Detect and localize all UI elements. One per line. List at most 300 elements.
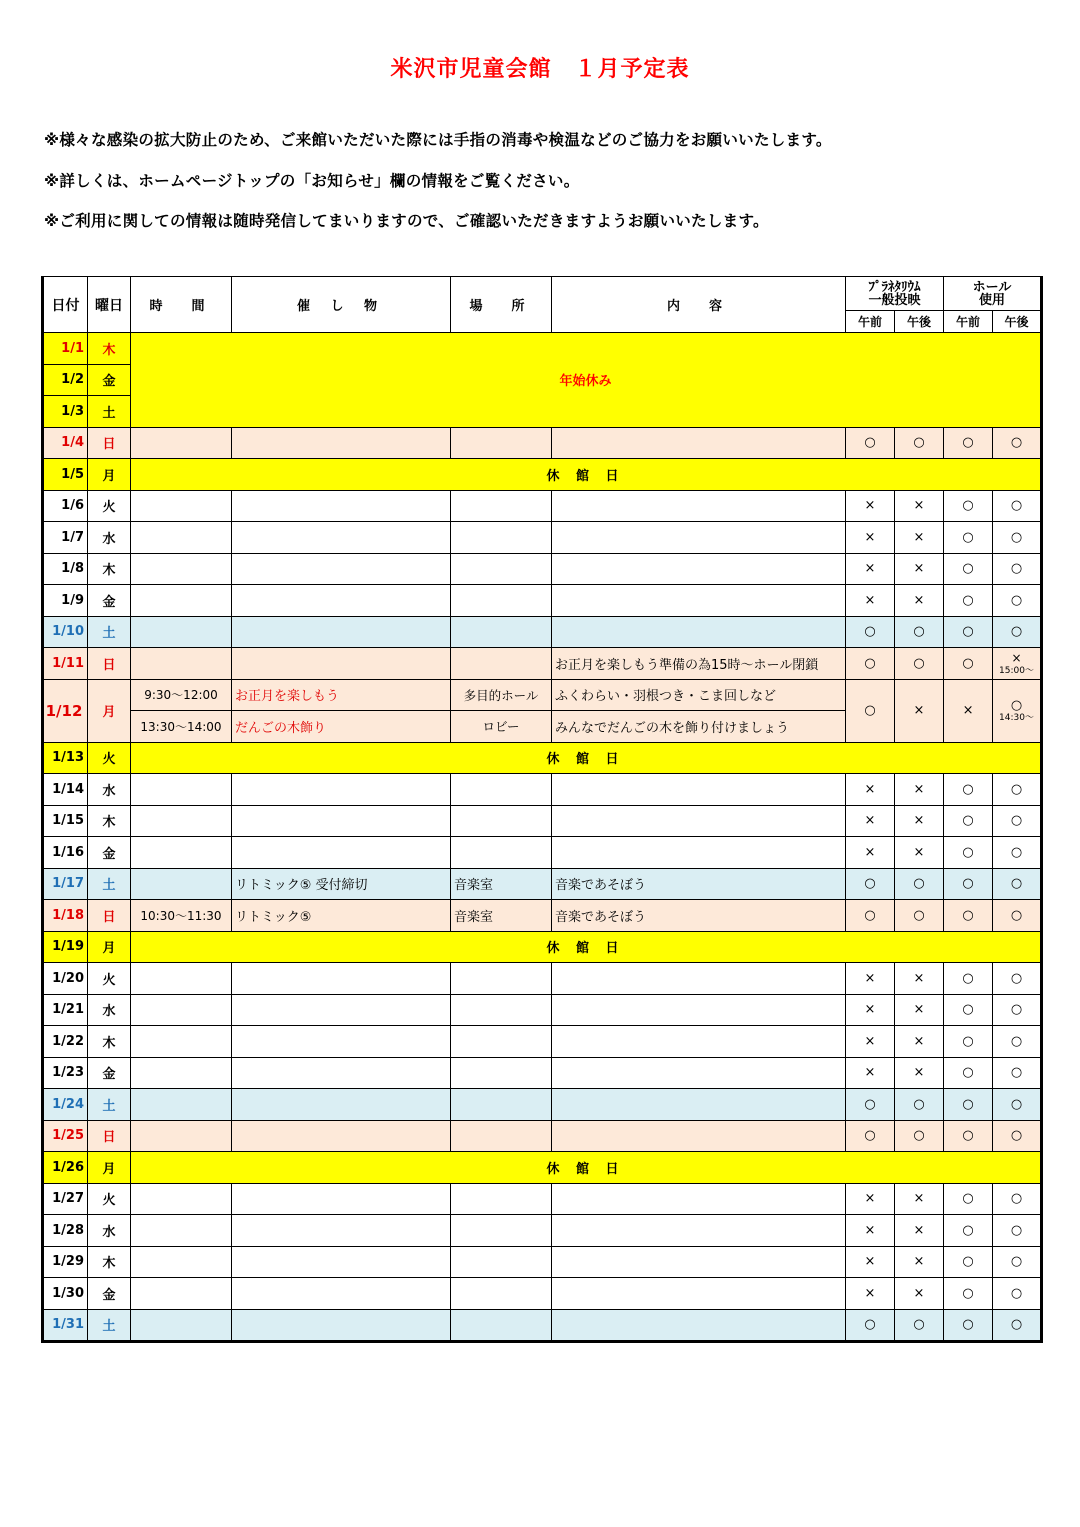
date-cell: 1/29 [43,1246,88,1278]
hall-pm-status [993,1278,1042,1310]
hall-pm-status [993,679,1042,742]
event-cell [232,994,451,1026]
table-row [43,585,1042,617]
status-mark: × [864,813,876,829]
notice-line: ※ご利用に関しての情報は随時発信してまいりますので、ご確認いただきますようお願いいたします。 [44,212,769,230]
planetarium-pm-status [895,1183,944,1215]
planetarium-am-status [846,1183,895,1215]
hall-pm-status [993,490,1042,522]
time-cell: 10:30～11:30 [131,900,232,932]
planetarium-pm-status [895,1120,944,1152]
time-cell [131,585,232,617]
date-cell: 1/25 [43,1120,88,1152]
weekday-cell: 土 [88,396,131,428]
weekday-cell: 土 [88,1309,131,1342]
date-cell: 1/3 [43,396,88,428]
event-cell [232,1278,451,1310]
weekday-cell: 水 [88,522,131,554]
event-cell [232,1183,451,1215]
status-mark: × [864,1254,876,1270]
hall-am-status [944,1120,993,1152]
hall-pm-status [993,1246,1042,1278]
event-cell [232,648,451,680]
status-mark: ○ [864,907,876,923]
status-mark: ○ [1010,1065,1023,1081]
date-cell: 1/10 [43,616,88,648]
planetarium-am-status [846,963,895,995]
status-mark: ○ [962,1254,974,1270]
place-cell [451,1278,552,1310]
content-cell [552,1089,846,1121]
planetarium-pm-status [895,774,944,806]
status-mark: ○ [1010,498,1023,514]
status-mark: ○ [864,1317,876,1333]
header-date: 日付 [43,277,88,333]
status-mark: × [864,1191,876,1207]
status-mark: × [913,1222,925,1238]
hall-pm-status [993,994,1042,1026]
planetarium-pm-status [895,1309,944,1342]
hall-am-status [944,1246,993,1278]
hall-pm-status [993,774,1042,806]
table-row [43,1309,1042,1342]
status-mark: ○ [1010,1317,1023,1333]
status-mark: × [913,1002,925,1018]
header-hall-line2: 使用 [979,292,1006,308]
event-cell [232,837,451,869]
content-cell [552,1026,846,1058]
closed-day-banner: 休 館 日 [131,931,1042,963]
date-cell: 1/16 [43,837,88,869]
planetarium-pm-status [895,1057,944,1089]
time-cell [131,522,232,554]
time-cell [131,553,232,585]
status-mark: ○ [1010,698,1023,713]
planetarium-pm-status [895,868,944,900]
table-row [43,427,1042,459]
header-dow: 曜日 [88,277,131,333]
weekday-cell: 土 [88,868,131,900]
status-mark: ○ [1010,1128,1023,1144]
notice-line: ※様々な感染の拡大防止のため、ご来館いただいた際には手指の消毒や検温などのご協力をお願いいたします。 [44,131,832,149]
status-mark: ○ [1010,1285,1023,1301]
planetarium-pm-status [895,963,944,995]
weekday-cell: 火 [88,742,131,774]
planetarium-am-status [846,616,895,648]
planetarium-pm-status [895,490,944,522]
hall-pm-status [993,553,1042,585]
status-mark: ○ [962,655,974,671]
weekday-cell: 木 [88,1246,131,1278]
content-cell [552,522,846,554]
date-cell: 1/2 [43,364,88,396]
hall-am-status [944,490,993,522]
date-cell: 1/1 [43,333,88,365]
content-cell [552,553,846,585]
planetarium-am-status [846,679,895,742]
header-planetarium-line1: ﾌﾟﾗﾈﾀﾘｳﾑ [868,279,921,295]
time-cell [131,1089,232,1121]
place-cell: 音楽室 [451,900,552,932]
table-row [43,1089,1042,1121]
status-mark: ○ [962,1285,974,1301]
hall-am-status [944,648,993,680]
table-row [43,459,1042,491]
schedule-table [41,276,1043,1343]
status-mark: × [913,529,925,545]
hall-pm-status [993,1183,1042,1215]
place-cell [451,427,552,459]
status-mark: × [864,529,876,545]
table-row [43,1215,1042,1247]
status-mark: ○ [962,1128,974,1144]
time-cell [131,616,232,648]
header-hall-line1: ホール [972,279,1012,295]
weekday-cell: 土 [88,1089,131,1121]
content-cell [552,1246,846,1278]
status-mark: ○ [1010,561,1023,577]
content-cell: 音楽であそぼう [552,900,846,932]
hall-am-status [944,1057,993,1089]
weekday-cell: 金 [88,1057,131,1089]
date-cell: 1/4 [43,427,88,459]
content-cell [552,1278,846,1310]
hall-am-status [944,679,993,742]
status-mark: ○ [962,1317,974,1333]
status-mark: × [913,1033,925,1049]
planetarium-am-status [846,1026,895,1058]
content-cell [552,1183,846,1215]
page-title: 米沢市児童会館 １月予定表 [390,57,690,82]
status-mark: ○ [962,781,974,797]
notice-line: ※詳しくは、ホームページトップの「お知らせ」欄の情報をご覧ください。 [44,172,580,190]
date-cell: 1/14 [43,774,88,806]
weekday-cell: 火 [88,490,131,522]
event-cell [232,805,451,837]
table-row [43,900,1042,932]
planetarium-am-status [846,1057,895,1089]
status-mark: ○ [864,624,876,640]
hall-pm-status [993,648,1042,680]
status-mark: ○ [962,844,974,860]
place-cell [451,1183,552,1215]
hall-pm-status [993,585,1042,617]
header-hall-am: 午前 [944,311,993,333]
content-cell [552,774,846,806]
planetarium-am-status [846,868,895,900]
status-mark: × [864,1285,876,1301]
planetarium-am-status [846,1246,895,1278]
place-cell [451,648,552,680]
weekday-cell: 火 [88,1183,131,1215]
time-cell: 13:30～14:00 [131,711,232,743]
status-mark: ○ [913,876,925,892]
weekday-cell: 金 [88,1278,131,1310]
date-cell: 1/21 [43,994,88,1026]
place-cell [451,553,552,585]
date-cell: 1/22 [43,1026,88,1058]
status-mark: × [962,703,974,718]
weekday-cell: 土 [88,616,131,648]
content-cell [552,805,846,837]
status-mark: × [1011,650,1022,665]
closed-day-banner: 休 館 日 [131,1152,1042,1184]
table-row [43,805,1042,837]
hall-am-status [944,837,993,869]
hall-pm-status [993,522,1042,554]
date-cell: 1/27 [43,1183,88,1215]
planetarium-am-status [846,648,895,680]
status-mark: × [913,813,925,829]
status-mark: ○ [1010,1033,1023,1049]
weekday-cell: 木 [88,805,131,837]
event-cell [232,1026,451,1058]
status-time-note: 14:30～ [999,713,1034,723]
planetarium-am-status [846,490,895,522]
place-cell [451,585,552,617]
time-cell [131,1246,232,1278]
time-cell [131,1309,232,1342]
time-cell [131,1026,232,1058]
table-row [43,1026,1042,1058]
hall-pm-status [993,837,1042,869]
hall-am-status [944,900,993,932]
status-mark: ○ [864,435,876,451]
date-cell: 1/28 [43,1215,88,1247]
weekday-cell: 日 [88,1120,131,1152]
time-cell [131,994,232,1026]
place-cell [451,774,552,806]
weekday-cell: 水 [88,994,131,1026]
header-time: 時 間 [131,277,232,333]
date-cell: 1/17 [43,868,88,900]
planetarium-pm-status [895,553,944,585]
status-mark: ○ [962,498,974,514]
status-mark: × [864,781,876,797]
table-row [43,774,1042,806]
planetarium-pm-status [895,585,944,617]
planetarium-pm-status [895,837,944,869]
hall-pm-status [993,1026,1042,1058]
place-cell [451,1246,552,1278]
status-mark: ○ [864,1128,876,1144]
time-cell [131,1057,232,1089]
place-cell: ロビー [451,711,552,743]
closed-day-banner: 休 館 日 [131,459,1042,491]
weekday-cell: 月 [88,459,131,491]
event-cell: お正月を楽しもう [232,679,451,711]
status-mark: × [864,592,876,608]
header-planetarium-line2: 一般投映 [868,292,921,308]
status-mark: × [913,498,925,514]
hall-pm-status [993,427,1042,459]
status-mark: ○ [913,1128,925,1144]
weekday-cell: 日 [88,648,131,680]
status-mark: × [913,844,925,860]
hall-am-status [944,994,993,1026]
place-cell [451,837,552,869]
weekday-cell: 木 [88,553,131,585]
closed-day-banner: 休 館 日 [131,742,1042,774]
weekday-cell: 日 [88,427,131,459]
hall-am-status [944,963,993,995]
status-mark: × [913,703,925,718]
status-mark: × [913,1254,925,1270]
hall-am-status [944,774,993,806]
status-mark: ○ [864,703,876,718]
status-mark: ○ [962,907,974,923]
weekday-cell: 金 [88,364,131,396]
weekday-cell: 水 [88,774,131,806]
status-mark: ○ [1010,781,1023,797]
planetarium-am-status [846,805,895,837]
table-body [43,333,1042,1342]
header-hall [944,277,1042,311]
planetarium-pm-status [895,648,944,680]
content-cell [552,994,846,1026]
hall-am-status [944,1278,993,1310]
header-planetarium [846,277,944,311]
event-cell [232,1057,451,1089]
status-mark: ○ [962,1191,974,1207]
event-cell [232,522,451,554]
time-cell [131,805,232,837]
status-mark: ○ [913,435,925,451]
planetarium-pm-status [895,1215,944,1247]
time-cell [131,774,232,806]
status-mark: × [913,1285,925,1301]
header-event: 催 し 物 [232,277,451,333]
planetarium-pm-status [895,522,944,554]
planetarium-am-status [846,522,895,554]
planetarium-pm-status [895,1278,944,1310]
date-cell: 1/5 [43,459,88,491]
hall-pm-status [993,1215,1042,1247]
status-mark: ○ [1010,844,1023,860]
place-cell: 音楽室 [451,868,552,900]
event-cell [232,1089,451,1121]
date-cell: 1/26 [43,1152,88,1184]
planetarium-pm-status [895,616,944,648]
status-mark: ○ [1010,624,1023,640]
status-mark: ○ [1010,1096,1023,1112]
status-mark: ○ [1010,1191,1023,1207]
table-row [43,1057,1042,1089]
status-mark: ○ [1010,529,1023,545]
status-mark: ○ [1010,1254,1023,1270]
event-cell [232,963,451,995]
status-mark: ○ [864,876,876,892]
table-row [43,742,1042,774]
status-mark: ○ [1010,813,1023,829]
place-cell [451,1026,552,1058]
status-mark: ○ [864,1096,876,1112]
content-cell: ふくわらい・羽根つき・こま回しなど [552,679,846,711]
date-cell: 1/8 [43,553,88,585]
hall-pm-status [993,868,1042,900]
table-row [43,333,1042,365]
status-mark: ○ [913,1317,925,1333]
place-cell: 多目的ホール [451,679,552,711]
status-mark: ○ [962,1002,974,1018]
hall-am-status [944,1026,993,1058]
content-cell [552,585,846,617]
status-mark: ○ [962,592,974,608]
event-cell: だんごの木飾り [232,711,451,743]
date-cell: 1/18 [43,900,88,932]
planetarium-pm-status [895,900,944,932]
planetarium-am-status [846,774,895,806]
weekday-cell: 金 [88,837,131,869]
planetarium-am-status [846,994,895,1026]
status-mark: ○ [1010,435,1023,451]
status-mark: × [864,970,876,986]
planetarium-pm-status [895,679,944,742]
header-planetarium-pm: 午後 [895,311,944,333]
event-cell [232,490,451,522]
status-mark: ○ [913,655,925,671]
table-row [43,553,1042,585]
header-place: 場 所 [451,277,552,333]
hall-am-status [944,522,993,554]
date-cell: 1/31 [43,1309,88,1342]
event-cell: リトミック⑤ [232,900,451,932]
table-row [43,1246,1042,1278]
hall-pm-status [993,616,1042,648]
hall-am-status [944,553,993,585]
date-cell: 1/13 [43,742,88,774]
status-mark: × [864,1002,876,1018]
status-mark: × [864,1033,876,1049]
hall-am-status [944,427,993,459]
table-row [43,1152,1042,1184]
time-cell [131,868,232,900]
status-mark: ○ [962,1222,974,1238]
hall-am-status [944,1215,993,1247]
status-mark: × [864,1065,876,1081]
event-cell [232,1120,451,1152]
content-cell [552,427,846,459]
date-cell: 1/23 [43,1057,88,1089]
status-mark: ○ [1010,592,1023,608]
status-mark: ○ [962,1033,974,1049]
planetarium-am-status [846,427,895,459]
date-cell: 1/12 [43,679,88,742]
status-mark: ○ [1010,876,1023,892]
event-cell [232,1309,451,1342]
weekday-cell: 木 [88,1026,131,1058]
status-mark: × [864,1222,876,1238]
table-row [43,868,1042,900]
header-content: 内 容 [552,277,846,333]
place-cell [451,616,552,648]
date-cell: 1/30 [43,1278,88,1310]
new-year-closure-banner: 年始休み [131,333,1042,428]
date-cell: 1/7 [43,522,88,554]
planetarium-am-status [846,553,895,585]
planetarium-pm-status [895,994,944,1026]
date-cell: 1/11 [43,648,88,680]
planetarium-am-status [846,837,895,869]
table-row [43,648,1042,680]
content-cell [552,1057,846,1089]
hall-pm-status [993,1089,1042,1121]
date-cell: 1/24 [43,1089,88,1121]
status-mark: × [913,592,925,608]
status-mark: ○ [1010,1002,1023,1018]
event-cell [232,1246,451,1278]
time-cell [131,1278,232,1310]
